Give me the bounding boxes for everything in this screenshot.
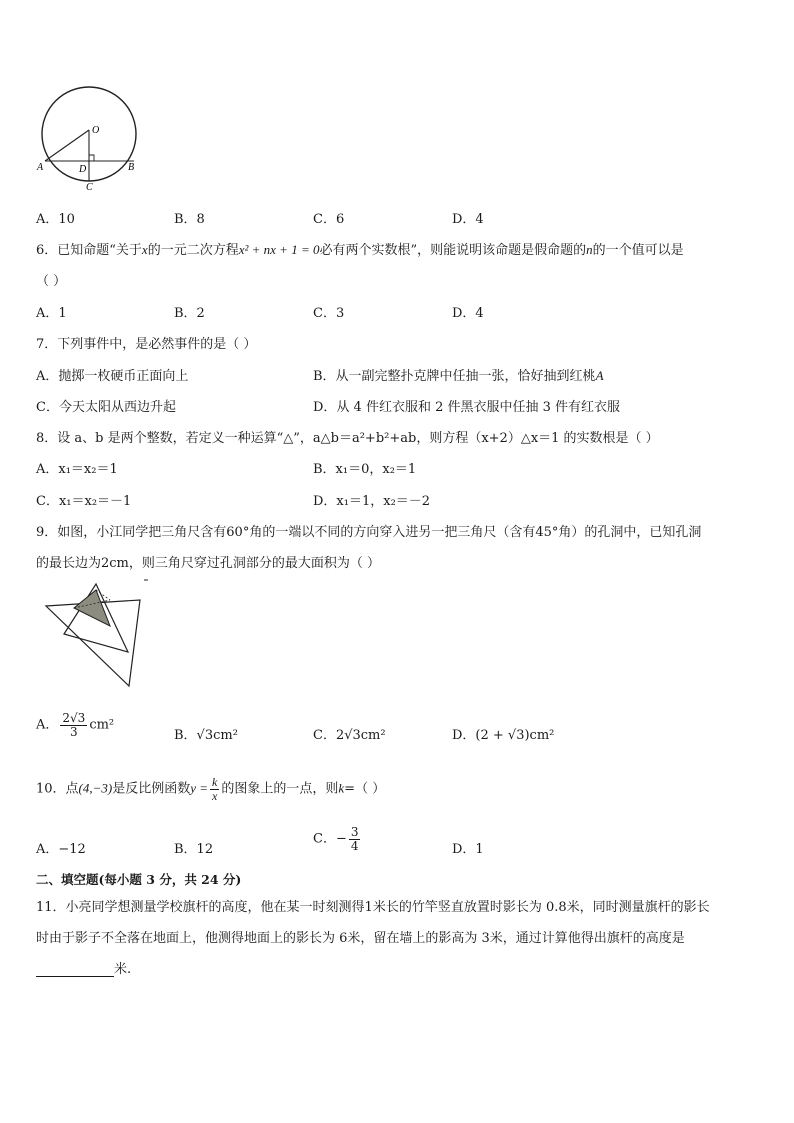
- q11-answer: 米.: [36, 958, 131, 977]
- q9-stem-line2: 的最长边为2cm，则三角尺穿过孔洞部分的最大面积为（ ）: [36, 556, 381, 571]
- q6-stem: 6．已知命题“关于x的一元二次方程x² + nx + 1 = 0必有两个实数根”，则能说明该命题是假命题的n的一个值可以是: [36, 242, 684, 258]
- q8-stem: 8．设 a、b 是两个整数，若定义一种运算“△”，a△b＝a²+b²+ab，则方程（x+2）△x＝1 的实数根是（ ）: [36, 431, 659, 446]
- q6-option-a: A．1: [36, 306, 67, 321]
- circle-chord-figure: [36, 86, 146, 194]
- answer-blank[interactable]: [36, 964, 114, 977]
- q9-option-a: A． $\frac{2√3}{3}$ cm²: [36, 711, 115, 739]
- label-d: D: [79, 164, 87, 175]
- q6-equation: x² + nx + 1 = 0: [238, 242, 320, 257]
- q8-option-d: D．x₁＝1，x₂＝－2: [313, 494, 431, 509]
- q7-stem: 7．下列事件中，是必然事件的是（ ）: [36, 337, 257, 352]
- q8-option-a: A．x₁＝x₂＝1: [36, 462, 118, 477]
- q5-option-b: B．8: [174, 212, 205, 227]
- q6-option-b: B．2: [174, 306, 205, 321]
- section-title: 二、填空题(每小题 3 分，共 24 分): [36, 872, 242, 887]
- q9-option-c: C．2√3cm²: [313, 728, 386, 743]
- q5-option-a: A．10: [36, 212, 75, 227]
- q5-option-d: D．4: [452, 212, 484, 227]
- q10-option-c: C．− $\frac{3}{4}$: [313, 825, 359, 853]
- q8-option-c: C．x₁＝x₂＝－1: [36, 494, 132, 509]
- q7-option-b: B．从一副完整扑克牌中任抽一张，恰好抽到红桃A: [313, 368, 604, 384]
- label-b: B: [128, 162, 135, 173]
- label-a: A: [37, 162, 44, 173]
- q7-option-d: D．从 4 件红衣服和 2 件黑衣服中任抽 3 件有红衣服: [313, 400, 621, 415]
- q7-option-a: A．抛掷一枚硬币正面向上: [36, 369, 189, 384]
- q5-option-c: C．6: [313, 212, 345, 227]
- q9-option-d: D．(2 + √3)cm²: [452, 728, 555, 743]
- q10-option-d: D．1: [452, 842, 484, 857]
- q6-option-c: C．3: [313, 306, 345, 321]
- q7-option-c: C．今天太阳从西边升起: [36, 400, 176, 415]
- q6-answer-bracket: （ ）: [36, 274, 67, 289]
- q9-stem-line1: 9．如图，小江同学把三角尺含有60°角的一端以不同的方向穿入进另一把三角尺（含有45°角）的孔洞中，已知孔洞: [36, 525, 702, 540]
- label-c: C: [86, 182, 93, 193]
- q10-option-a: A．−12: [36, 842, 86, 857]
- q10-stem: 10．点(4,−3)是反比例函数y = $\frac{k}{x}$ 的图象上的一点，则k=（ ）: [36, 775, 386, 803]
- q8-option-b: B．x₁＝0，x₂＝1: [313, 462, 417, 477]
- label-o: O: [92, 125, 100, 136]
- q11-stem-line1: 11．小亮同学想测量学校旗杆的高度，他在某一时刻测得1米长的竹竿竖直放置时影长为 0.8米，同时测量旗杆的影长: [36, 900, 710, 915]
- triangles-figure: [40, 578, 152, 690]
- q10-option-b: B．12: [174, 842, 214, 857]
- q9-option-b: B．√3cm²: [174, 728, 238, 743]
- q11-stem-line2: 时由于影子不全落在地面上，他测得地面上的影长为 6米，留在墙上的影高为 3米，通过计算他得出旗杆的高度是: [36, 931, 685, 946]
- q6-option-d: D．4: [452, 306, 484, 321]
